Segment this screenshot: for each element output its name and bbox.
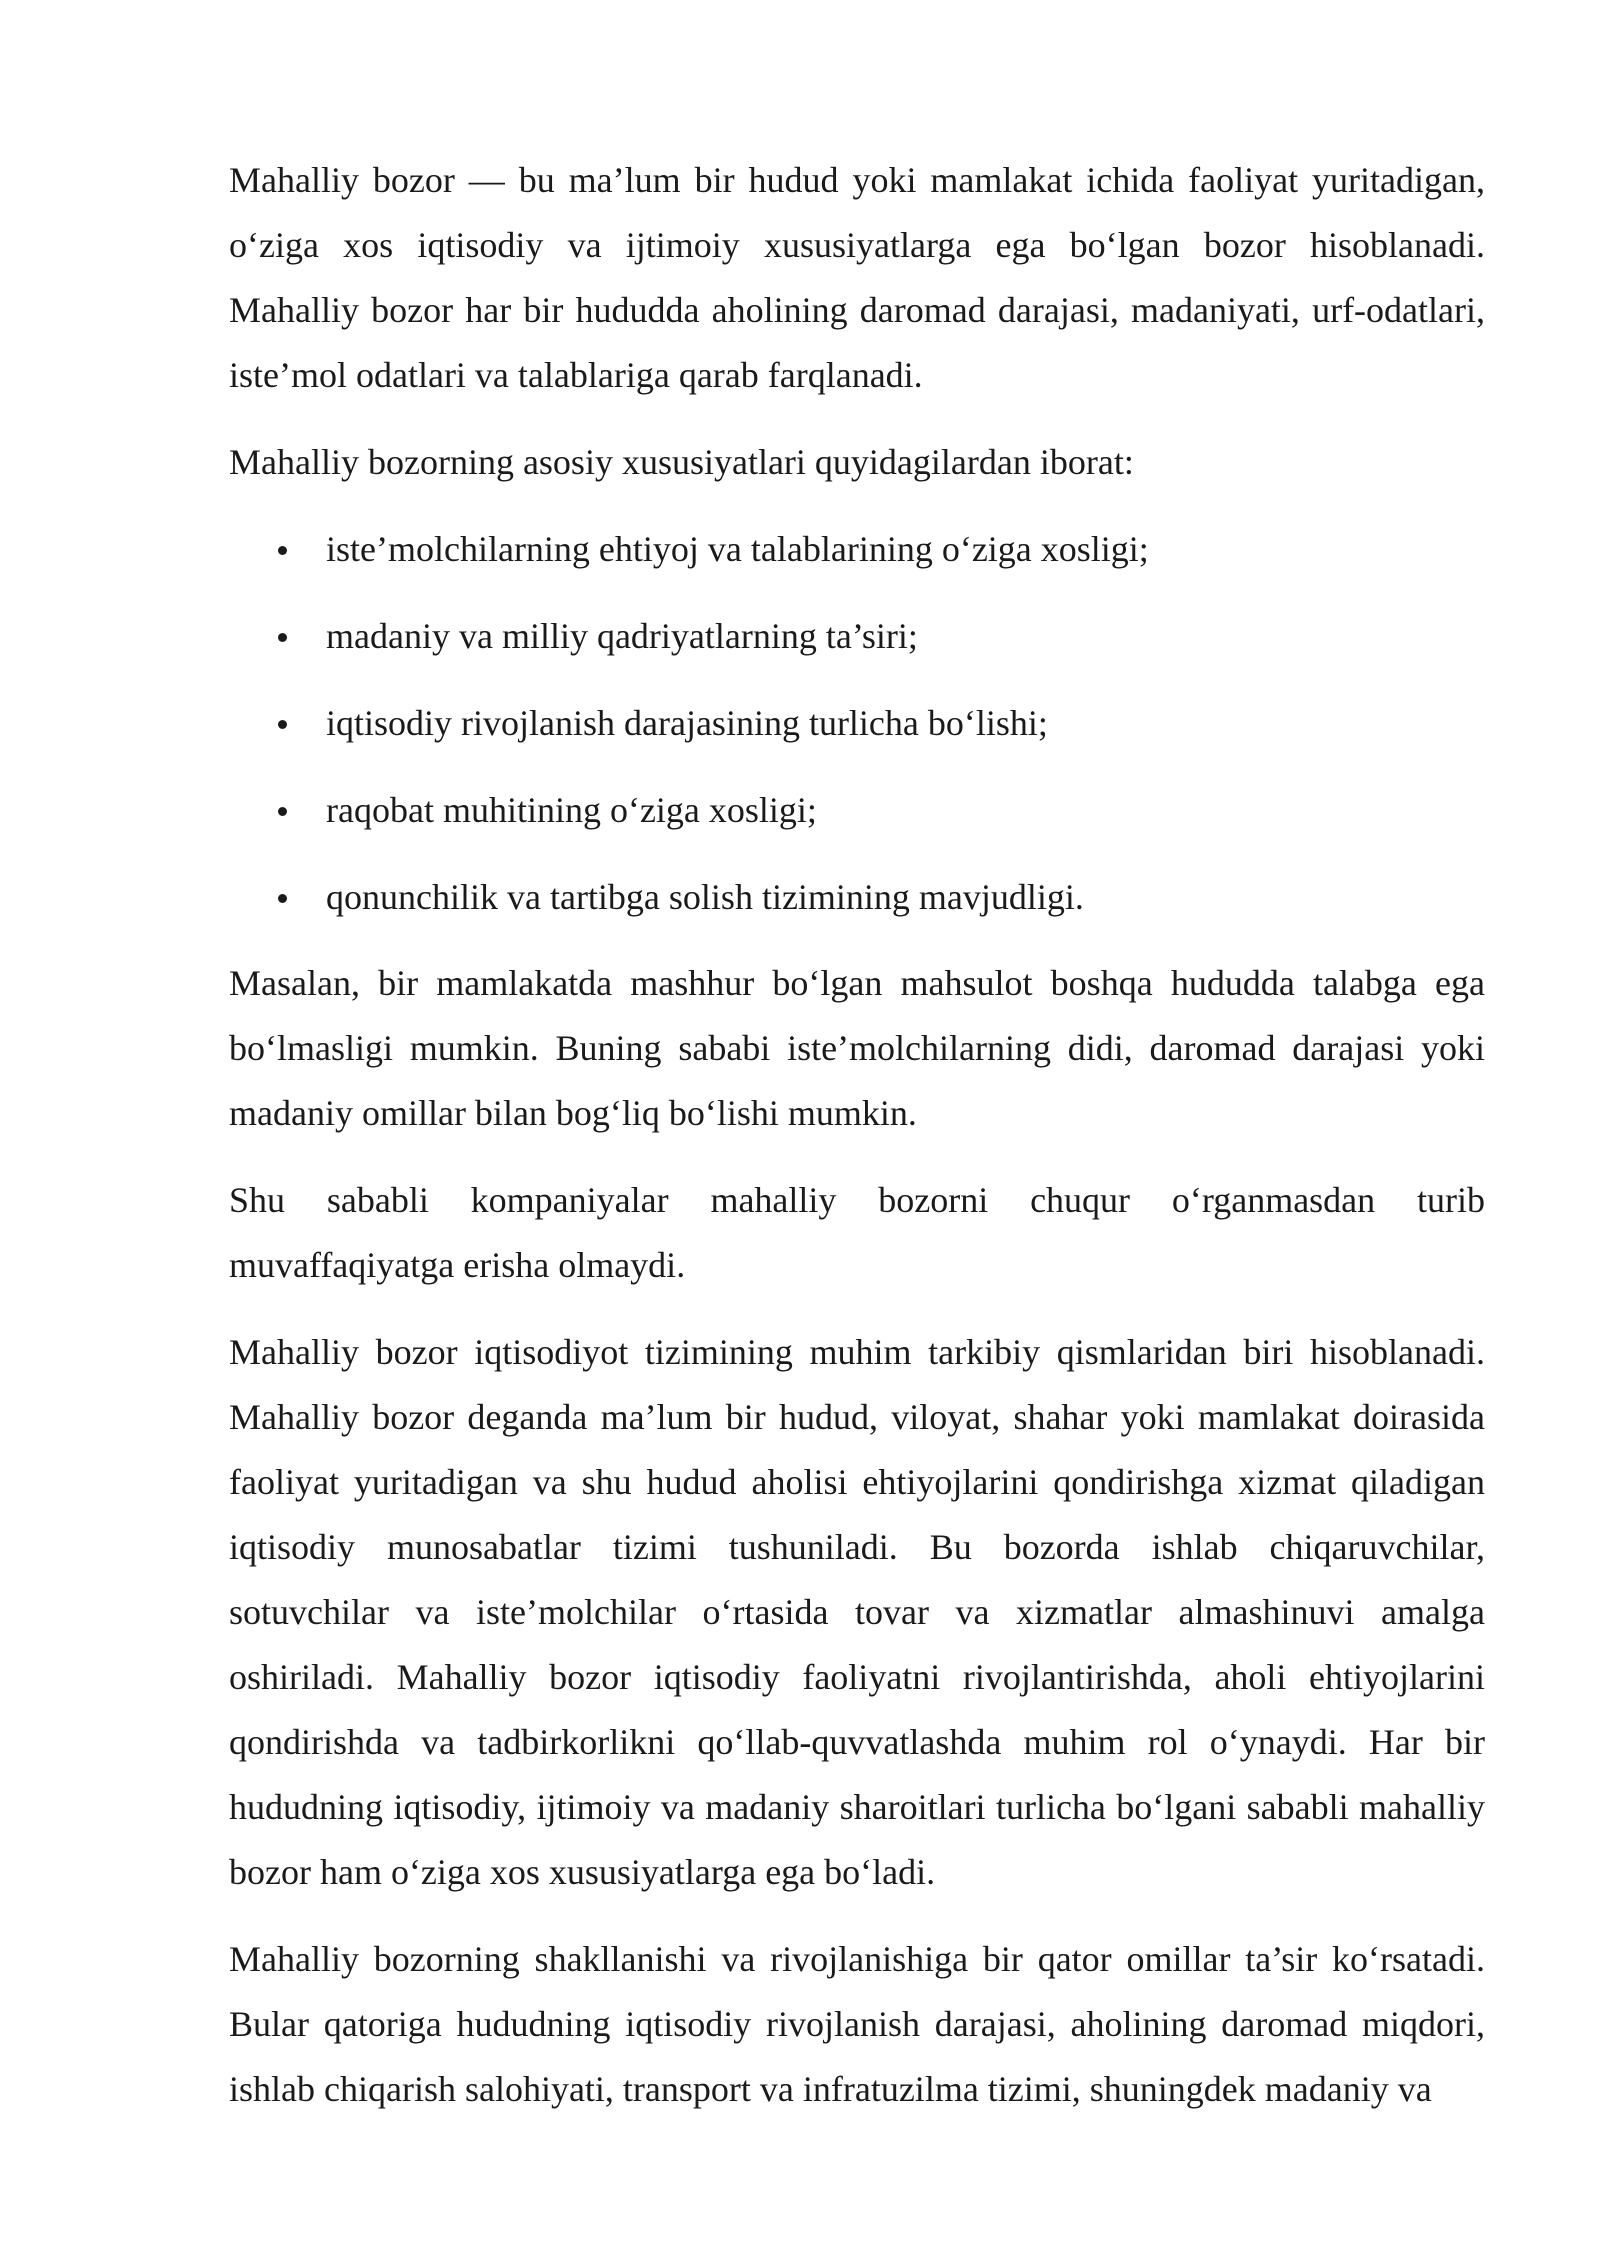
list-item-text: madaniy va milliy qadriyatlarning ta’siri; bbox=[326, 616, 918, 656]
list-item-text: qonunchilik va tartibga solish tizimining mavjudligi. bbox=[326, 877, 1084, 917]
paragraph-economic-role: Mahalliy bozor iqtisodiyot tizimining muhim tarkibiy qismlaridan biri hisoblanadi. Mahalliy bozor deganda ma’lum bir hudud, viloyat, shahar yoki mamlakat doirasida faoliyat yuritadigan va shu hudud aholisi ehtiyojlarini qondirishga xizmat qiladigan iqtisodiy munosabatlar tizimi tushuniladi. Bu bozorda ishlab chiqaruvchilar, sotuvchilar va iste’molchilar o‘rtasida tovar va xizmatlar almashinuvi amalga oshiriladi. Mahalliy bozor iqtisodiy faoliyatni rivojlantirishda, aholi ehtiyojlarini qondirishda va tadbirkorlikni qo‘llab-quvvatlashda muhim rol o‘ynaydi. Har bir hududning iqtisodiy, ijtimoiy va madaniy sharoitlari turlicha bo‘lgani sababli mahalliy bozor ham o‘ziga xos xususiyatlarga ega bo‘ladi. bbox=[229, 1332, 1485, 1892]
list-item bbox=[229, 517, 1485, 582]
bullet-icon bbox=[278, 807, 287, 816]
bullet-icon bbox=[278, 633, 287, 642]
list-item bbox=[229, 778, 1485, 843]
features-bullet-list bbox=[229, 517, 1485, 930]
bullet-icon bbox=[278, 894, 287, 903]
paragraph-factors: Mahalliy bozorning shakllanishi va rivojlanishiga bir qator omillar ta’sir ko‘rsatadi. Bular qatoriga hududning iqtisodiy rivojlanish darajasi, aholining daromad miqdori, ishlab chiqarish salohiyati, transport va infratuzilma tizimi, shuningdek madaniy va bbox=[229, 1939, 1485, 2109]
paragraph-features-intro: Mahalliy bozorning asosiy xususiyatlari quyidagilardan iborat: bbox=[229, 442, 1134, 482]
list-item-text: raqobat muhitining o‘ziga xosligi; bbox=[326, 790, 817, 830]
bullet-icon bbox=[278, 546, 287, 555]
paragraph-example: Masalan, bir mamlakatda mashhur bo‘lgan mahsulot boshqa hududda talabga ega bo‘lmasligi mumkin. Buning sababi iste’molchilarning didi, daromad darajasi yoki madaniy omillar bilan bog‘liq bo‘lishi mumkin. bbox=[229, 963, 1485, 1133]
list-item bbox=[229, 865, 1485, 930]
list-item-text: iste’molchilarning ehtiyoj va talablarining o‘ziga xosligi; bbox=[326, 529, 1149, 569]
paragraph-conclusion: Shu sababli kompaniyalar mahalliy bozorni chuqur o‘rganmasdan turib muvaffaqiyatga erisha olmaydi. bbox=[229, 1180, 1485, 1285]
list-item-text: iqtisodiy rivojlanish darajasining turlicha bo‘lishi; bbox=[326, 703, 1048, 743]
bullet-icon bbox=[278, 720, 287, 729]
list-item bbox=[229, 604, 1485, 669]
document-page bbox=[229, 148, 1485, 2144]
paragraph-definition: Mahalliy bozor — bu ma’lum bir hudud yoki mamlakat ichida faoliyat yuritadigan, o‘ziga xos iqtisodiy va ijtimoiy xususiyatlarga ega bo‘lgan bozor hisoblanadi. Mahalliy bozor har bir hududda aholining daromad darajasi, madaniyati, urf-odatlari, iste’mol odatlari va talablariga qarab farqlanadi. bbox=[229, 160, 1485, 395]
list-item bbox=[229, 691, 1485, 756]
